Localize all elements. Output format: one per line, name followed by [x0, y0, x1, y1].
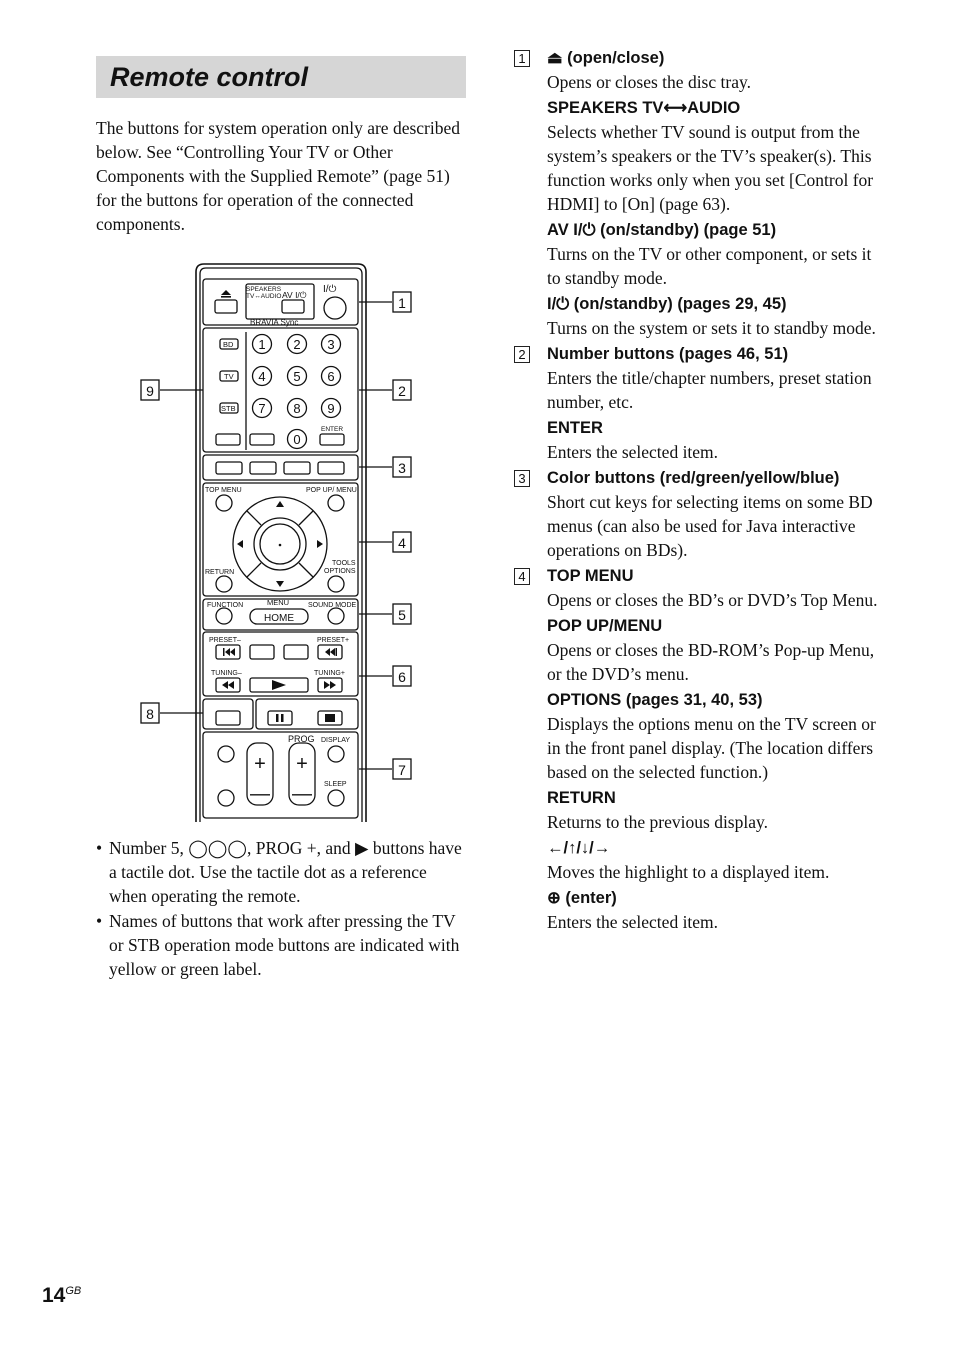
- entry-heading: ←/↑/↓/→: [547, 839, 611, 857]
- callout-9: 9: [146, 383, 154, 399]
- entry-number: 3: [514, 470, 530, 487]
- entry-1: [514, 47, 886, 340]
- callout-8: 8: [146, 706, 154, 722]
- digit-9: 9: [327, 401, 335, 416]
- note-item: • Number 5, ◯◯◯, PROG +, and ▶ buttons have a tactile dot. Use the tactile dot as a reference when operating the remote.: [96, 836, 468, 908]
- callout-1: 1: [398, 295, 406, 311]
- entry-description: Returns to the previous display.: [547, 812, 768, 832]
- top-menu-label: TOP MENU: [205, 487, 242, 494]
- sleep-label: SLEEP: [324, 781, 347, 788]
- entry-heading: Number buttons (pages 46, 51): [547, 345, 789, 363]
- entry-number: 2: [514, 346, 530, 363]
- callout-2: 2: [398, 383, 406, 399]
- digit-2: 2: [293, 337, 301, 352]
- entry-description: Enters the selected item.: [547, 442, 719, 462]
- speakers-label: SPEAKERS: [246, 286, 282, 293]
- svg-text:+: +: [296, 753, 308, 775]
- entry-heading: OPTIONS (pages 31, 40, 53): [547, 691, 763, 709]
- svg-text:—: —: [250, 783, 270, 805]
- tv-audio-label: TV↔AUDIO: [246, 293, 282, 300]
- entry-2: [514, 343, 886, 464]
- entry-description: Short cut keys for selecting items on some BD menus (can also be used for Java interactive operations on BDs).: [547, 492, 873, 560]
- entry-number: 4: [514, 568, 530, 585]
- intro-paragraph: The buttons for system operation only are described below. See “Controlling Your TV or Other Components with the Supplied Remote” (page 51) for the buttons for operation of the connected components.: [96, 118, 460, 234]
- entry-heading: I/⏻ (on/standby) (pages 29, 45): [547, 295, 787, 313]
- preset-plus-label: PRESET+: [317, 637, 350, 644]
- entry-heading: ENTER: [547, 419, 603, 437]
- entry-description: Opens or closes the BD’s or DVD’s Top Menu.: [547, 590, 878, 610]
- popup-menu-label: POP UP/ MENU: [306, 487, 357, 494]
- digit-4: 4: [258, 369, 266, 384]
- digit-1: 1: [258, 337, 266, 352]
- entry-description: Displays the options menu on the TV screen or in the front panel display. (The location differs based on the selected function.): [547, 714, 876, 782]
- notes-list: [96, 836, 468, 982]
- entry-description: Opens or closes the BD-ROM’s Pop-up Menu, or the DVD’s menu.: [547, 640, 875, 684]
- callout-7: 7: [398, 762, 406, 778]
- preset-minus-label: PRESET–: [209, 637, 241, 644]
- svg-text:+: +: [254, 753, 266, 775]
- entry-4: [514, 565, 886, 934]
- entry-heading: POP UP/MENU: [547, 617, 663, 635]
- digit-6: 6: [327, 369, 335, 384]
- callout-4: 4: [398, 535, 406, 551]
- callout-6: 6: [398, 669, 406, 685]
- menu-label: MENU: [267, 598, 290, 607]
- entry-description: Selects whether TV sound is output from the system’s speakers or the TV’s speaker(s). This function works only when you set [Control for HDMI] to [On] (page 63).: [547, 122, 874, 214]
- av-label: AV I/⏻: [282, 290, 307, 300]
- sound-mode-label: SOUND MODE: [308, 602, 357, 609]
- home-label: HOME: [264, 613, 294, 624]
- entry-heading: RETURN: [547, 789, 616, 807]
- digit-0: 0: [293, 432, 301, 447]
- entry-heading: SPEAKERS TV⟷AUDIO: [547, 99, 741, 117]
- entry-description: Enters the title/chapter numbers, preset station number, etc.: [547, 368, 872, 412]
- section-title: Remote control: [110, 62, 309, 92]
- entry-description: Turns on the TV or other component, or sets it to standby mode.: [547, 244, 872, 288]
- entry-description: Moves the highlight to a displayed item.: [547, 862, 830, 882]
- remote-illustration: [130, 262, 430, 827]
- page-number-value: 14: [42, 1284, 66, 1307]
- tv-label: TV: [224, 372, 234, 381]
- bravia-sync-label: BRAVIA Sync: [250, 318, 299, 327]
- digit-3: 3: [327, 337, 335, 352]
- tuning-plus-label: TUNING+: [314, 670, 345, 677]
- entry-description: Turns on the system or sets it to standby mode.: [547, 318, 876, 338]
- page-suffix: GB: [65, 1285, 82, 1297]
- entry-heading: ⏏ (open/close): [547, 49, 665, 67]
- entry-description: Enters the selected item.: [547, 912, 719, 932]
- section-title-box: [96, 56, 466, 98]
- entry-heading: AV I/⏻ (on/standby) (page 51): [547, 221, 777, 239]
- display-label: DISPLAY: [321, 737, 351, 744]
- power-label: I/⏻: [323, 284, 337, 295]
- enter-label: ENTER: [321, 426, 344, 433]
- entry-description: Opens or closes the disc tray.: [547, 72, 751, 92]
- page-number: [42, 1284, 81, 1308]
- digit-5: 5: [293, 369, 301, 384]
- tools-label: TOOLS: [332, 560, 356, 567]
- function-label: FUNCTION: [207, 602, 244, 609]
- tuning-minus-label: TUNING–: [211, 670, 242, 677]
- return-label: RETURN: [205, 569, 235, 576]
- button-descriptions: [514, 44, 886, 937]
- prog-label: PROG: [288, 734, 315, 744]
- note-item: • Names of buttons that work after pressing the TV or STB operation mode buttons are indicated with yellow or green label.: [96, 909, 468, 981]
- stb-label: STB: [221, 404, 236, 413]
- svg-text:—: —: [292, 783, 312, 805]
- entry-heading: Color buttons (red/green/yellow/blue): [547, 469, 840, 487]
- entry-heading: TOP MENU: [547, 567, 634, 585]
- bd-label: BD: [223, 340, 234, 349]
- callout-5: 5: [398, 607, 406, 623]
- callout-3: 3: [398, 460, 406, 476]
- digit-7: 7: [258, 401, 266, 416]
- entry-number: 1: [514, 50, 530, 67]
- digit-8: 8: [293, 401, 301, 416]
- entry-heading: ⊕ (enter): [547, 889, 617, 907]
- options-label: OPTIONS: [324, 568, 356, 575]
- entry-3: [514, 467, 886, 562]
